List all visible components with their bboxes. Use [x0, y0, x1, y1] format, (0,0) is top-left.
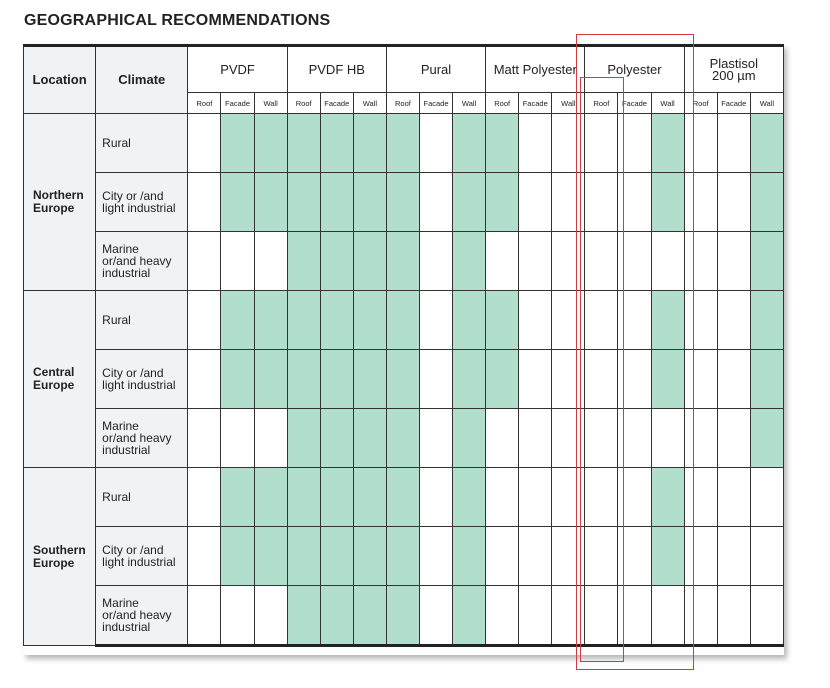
climate-label-line: City or /and [102, 366, 164, 380]
not-recommended-cell [188, 114, 221, 173]
table-row [24, 232, 784, 291]
recommended-cell [320, 586, 353, 646]
climate-label-line: light industrial [102, 555, 176, 569]
subheader-pvdf-hb-wall: Wall [353, 93, 386, 114]
subheader-pvdf-roof: Roof [188, 93, 221, 114]
not-recommended-cell [552, 291, 585, 350]
recommended-cell [254, 173, 287, 232]
recommended-cell [353, 409, 386, 468]
subheader-polyester-roof: Roof [585, 93, 618, 114]
recommended-cell [353, 350, 386, 409]
not-recommended-cell [618, 173, 651, 232]
not-recommended-cell [221, 232, 254, 291]
not-recommended-cell [717, 409, 750, 468]
not-recommended-cell [585, 114, 618, 173]
not-recommended-cell [552, 232, 585, 291]
not-recommended-cell [750, 586, 783, 646]
recommended-cell [221, 527, 254, 586]
not-recommended-cell [419, 468, 452, 527]
not-recommended-cell [188, 350, 221, 409]
not-recommended-cell [651, 586, 684, 646]
not-recommended-cell [519, 173, 552, 232]
climate-label-line: Marine [102, 596, 139, 610]
climate-label-line: industrial [102, 266, 151, 280]
subheader-polyester-facade: Facade [618, 93, 651, 114]
subheader-polyester-wall: Wall [651, 93, 684, 114]
product-header-polyester: Polyester [585, 46, 684, 93]
recommended-cell [750, 350, 783, 409]
not-recommended-cell [188, 468, 221, 527]
recommended-cell [386, 232, 419, 291]
not-recommended-cell [651, 232, 684, 291]
subheader-pvdf-facade: Facade [221, 93, 254, 114]
not-recommended-cell [618, 114, 651, 173]
climate-cell [96, 232, 188, 291]
not-recommended-cell [486, 468, 519, 527]
recommended-cell [651, 173, 684, 232]
recommended-cell [287, 114, 320, 173]
recommended-cell [254, 527, 287, 586]
climate-label-line: or/and heavy [102, 431, 172, 445]
not-recommended-cell [221, 409, 254, 468]
not-recommended-cell [585, 350, 618, 409]
climate-cell [96, 409, 188, 468]
climate-label-line: light industrial [102, 201, 176, 215]
not-recommended-cell [552, 586, 585, 646]
subheader-pural-roof: Roof [386, 93, 419, 114]
recommended-cell [453, 586, 486, 646]
product-header-plastisol: Plastisol 200 µm [684, 46, 783, 93]
not-recommended-cell [585, 468, 618, 527]
recommended-cell [453, 114, 486, 173]
recommendations-table-container [23, 44, 784, 655]
not-recommended-cell [552, 350, 585, 409]
recommended-cell [750, 114, 783, 173]
subheader-pvdf-hb-facade: Facade [320, 93, 353, 114]
recommended-cell [651, 527, 684, 586]
product-header-pvdf-hb: PVDF HB [287, 46, 386, 93]
not-recommended-cell [419, 527, 452, 586]
not-recommended-cell [519, 527, 552, 586]
not-recommended-cell [618, 468, 651, 527]
recommended-cell [254, 291, 287, 350]
location-label-line: Europe [33, 555, 75, 570]
not-recommended-cell [750, 468, 783, 527]
not-recommended-cell [717, 291, 750, 350]
not-recommended-cell [254, 586, 287, 646]
not-recommended-cell [188, 173, 221, 232]
not-recommended-cell [486, 409, 519, 468]
product-header-matt-polyester: Matt Polyester [486, 46, 585, 93]
not-recommended-cell [684, 527, 717, 586]
recommended-cell [651, 114, 684, 173]
recommended-cell [353, 291, 386, 350]
recommended-cell [353, 586, 386, 646]
recommended-cell [320, 468, 353, 527]
not-recommended-cell [519, 350, 552, 409]
page-title: GEOGRAPHICAL RECOMMENDATIONS [24, 12, 331, 29]
climate-cell [96, 527, 188, 586]
not-recommended-cell [717, 114, 750, 173]
subheader-plastisol-wall: Wall [750, 93, 783, 114]
recommended-cell [287, 409, 320, 468]
location-label-line: Southern [33, 542, 86, 557]
climate-cell [96, 114, 188, 173]
subheader-plastisol-roof: Roof [684, 93, 717, 114]
climate-cell [96, 350, 188, 409]
location-cell [24, 114, 96, 291]
recommended-cell [287, 173, 320, 232]
not-recommended-cell [552, 173, 585, 232]
climate-label-line: or/and heavy [102, 254, 172, 268]
recommended-cell [320, 527, 353, 586]
not-recommended-cell [486, 527, 519, 586]
not-recommended-cell [519, 114, 552, 173]
not-recommended-cell [519, 409, 552, 468]
climate-header: Climate [96, 46, 188, 114]
not-recommended-cell [221, 586, 254, 646]
subheader-matt-polyester-wall: Wall [552, 93, 585, 114]
table-row [24, 114, 784, 173]
climate-label-line: Rural [102, 313, 131, 327]
climate-label-line: industrial [102, 443, 151, 457]
not-recommended-cell [188, 291, 221, 350]
not-recommended-cell [254, 232, 287, 291]
climate-label-line: or/and heavy [102, 608, 172, 622]
recommended-cell [221, 114, 254, 173]
recommended-cell [353, 173, 386, 232]
recommended-cell [353, 232, 386, 291]
recommended-cell [353, 468, 386, 527]
not-recommended-cell [419, 232, 452, 291]
recommended-cell [320, 409, 353, 468]
table-row [24, 350, 784, 409]
not-recommended-cell [684, 291, 717, 350]
not-recommended-cell [519, 232, 552, 291]
recommended-cell [386, 468, 419, 527]
not-recommended-cell [585, 409, 618, 468]
climate-label-line: Rural [102, 136, 131, 150]
not-recommended-cell [188, 232, 221, 291]
not-recommended-cell [486, 586, 519, 646]
not-recommended-cell [717, 350, 750, 409]
not-recommended-cell [618, 586, 651, 646]
table-body [24, 114, 784, 646]
not-recommended-cell [717, 527, 750, 586]
subheader-pvdf-hb-roof: Roof [287, 93, 320, 114]
not-recommended-cell [651, 409, 684, 468]
not-recommended-cell [585, 291, 618, 350]
not-recommended-cell [717, 232, 750, 291]
climate-label-line: Marine [102, 419, 139, 433]
not-recommended-cell [419, 173, 452, 232]
recommended-cell [453, 350, 486, 409]
not-recommended-cell [684, 114, 717, 173]
climate-cell [96, 468, 188, 527]
not-recommended-cell [618, 291, 651, 350]
recommended-cell [221, 173, 254, 232]
not-recommended-cell [419, 409, 452, 468]
climate-label-line: industrial [102, 620, 151, 634]
subheader-pural-facade: Facade [419, 93, 452, 114]
recommended-cell [254, 468, 287, 527]
not-recommended-cell [618, 409, 651, 468]
table-row [24, 468, 784, 527]
recommended-cell [287, 586, 320, 646]
not-recommended-cell [486, 232, 519, 291]
not-recommended-cell [188, 409, 221, 468]
not-recommended-cell [717, 468, 750, 527]
not-recommended-cell [519, 291, 552, 350]
not-recommended-cell [254, 409, 287, 468]
recommended-cell [287, 232, 320, 291]
recommended-cell [287, 291, 320, 350]
recommended-cell [750, 291, 783, 350]
recommended-cell [486, 350, 519, 409]
recommended-cell [453, 232, 486, 291]
location-cell [24, 468, 96, 646]
table-row [24, 409, 784, 468]
table-row [24, 291, 784, 350]
recommended-cell [651, 350, 684, 409]
recommendations-table [23, 44, 784, 647]
recommended-cell [651, 468, 684, 527]
not-recommended-cell [585, 527, 618, 586]
not-recommended-cell [519, 468, 552, 527]
not-recommended-cell [717, 586, 750, 646]
recommended-cell [320, 291, 353, 350]
recommended-cell [221, 350, 254, 409]
recommended-cell [254, 350, 287, 409]
not-recommended-cell [552, 114, 585, 173]
table-row [24, 586, 784, 646]
not-recommended-cell [552, 409, 585, 468]
not-recommended-cell [684, 468, 717, 527]
recommended-cell [221, 468, 254, 527]
recommended-cell [386, 291, 419, 350]
not-recommended-cell [717, 173, 750, 232]
not-recommended-cell [552, 468, 585, 527]
recommended-cell [486, 291, 519, 350]
climate-label-line: City or /and [102, 543, 164, 557]
recommended-cell [320, 232, 353, 291]
subheader-pural-wall: Wall [453, 93, 486, 114]
climate-cell [96, 586, 188, 646]
not-recommended-cell [684, 173, 717, 232]
recommended-cell [386, 350, 419, 409]
subheader-matt-polyester-roof: Roof [486, 93, 519, 114]
recommended-cell [353, 114, 386, 173]
location-label-line: Europe [33, 378, 75, 392]
recommended-cell [453, 173, 486, 232]
not-recommended-cell [618, 527, 651, 586]
recommended-cell [750, 232, 783, 291]
recommended-cell [453, 409, 486, 468]
not-recommended-cell [585, 173, 618, 232]
climate-label-line: light industrial [102, 378, 176, 392]
not-recommended-cell [618, 350, 651, 409]
recommended-cell [386, 173, 419, 232]
not-recommended-cell [419, 114, 452, 173]
recommended-cell [386, 586, 419, 646]
header-row [24, 46, 784, 93]
climate-label-line: Rural [102, 490, 131, 504]
not-recommended-cell [684, 232, 717, 291]
location-label-line: Central [33, 365, 75, 379]
product-header-pural: Pural [386, 46, 485, 93]
table-row [24, 527, 784, 586]
recommended-cell [386, 409, 419, 468]
recommended-cell [453, 527, 486, 586]
recommended-cell [651, 291, 684, 350]
not-recommended-cell [684, 409, 717, 468]
recommended-cell [750, 173, 783, 232]
recommended-cell [320, 173, 353, 232]
recommended-cell [287, 350, 320, 409]
location-label-line: Europe [33, 201, 75, 215]
not-recommended-cell [618, 232, 651, 291]
recommended-cell [320, 114, 353, 173]
recommended-cell [353, 527, 386, 586]
not-recommended-cell [585, 232, 618, 291]
climate-label-line: Marine [102, 242, 139, 256]
recommended-cell [453, 291, 486, 350]
recommended-cell [386, 527, 419, 586]
not-recommended-cell [684, 586, 717, 646]
climate-label-line: City or /and [102, 189, 164, 203]
table-row [24, 173, 784, 232]
not-recommended-cell [750, 527, 783, 586]
recommended-cell [486, 114, 519, 173]
recommended-cell [486, 173, 519, 232]
recommended-cell [750, 409, 783, 468]
recommended-cell [287, 468, 320, 527]
not-recommended-cell [519, 586, 552, 646]
recommended-cell [386, 114, 419, 173]
climate-cell [96, 173, 188, 232]
subheader-plastisol-facade: Facade [717, 93, 750, 114]
climate-cell [96, 291, 188, 350]
not-recommended-cell [188, 527, 221, 586]
subheader-matt-polyester-facade: Facade [519, 93, 552, 114]
location-cell [24, 291, 96, 468]
location-header: Location [24, 46, 96, 114]
subheader-pvdf-wall: Wall [254, 93, 287, 114]
recommended-cell [221, 291, 254, 350]
not-recommended-cell [552, 527, 585, 586]
not-recommended-cell [684, 350, 717, 409]
not-recommended-cell [419, 291, 452, 350]
not-recommended-cell [419, 350, 452, 409]
product-header-pvdf: PVDF [188, 46, 287, 93]
recommended-cell [254, 114, 287, 173]
recommended-cell [453, 468, 486, 527]
not-recommended-cell [188, 586, 221, 646]
not-recommended-cell [585, 586, 618, 646]
location-label-line: Northern [33, 188, 84, 202]
recommended-cell [287, 527, 320, 586]
recommended-cell [320, 350, 353, 409]
not-recommended-cell [419, 586, 452, 646]
